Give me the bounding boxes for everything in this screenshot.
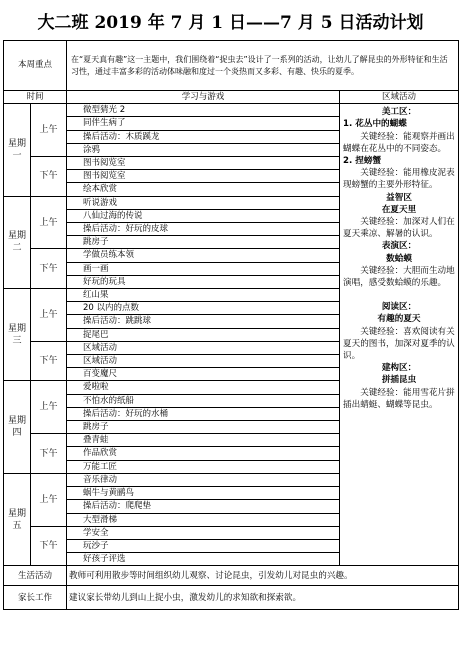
activity-row — [4, 104, 459, 117]
activity-item: 好孩子评选 — [67, 553, 340, 566]
life-label: 生活活动 — [4, 566, 67, 586]
header-area: 区域活动 — [340, 91, 459, 104]
area-yuedu-title: 阅读区： — [381, 302, 417, 313]
activity-item: 玩沙子 — [67, 539, 340, 552]
activity-item: 操后活动：跳跳球 — [67, 315, 340, 328]
activity-item: 作品欣赏 — [67, 447, 340, 460]
parent-label: 家长工作 — [4, 586, 67, 610]
activity-item: 操后活动：好玩的皮球 — [67, 223, 340, 236]
activity-item: 大型滑梯 — [67, 513, 340, 526]
activity-item: 跳房子 — [67, 421, 340, 434]
area-meigong-sub: 1. 花丛中的蝴蝶 — [343, 119, 407, 130]
area-meigong-title: 美工区： — [381, 107, 417, 118]
activity-item: 万能工匠 — [67, 460, 340, 473]
activity-item: 蜗牛与黄鹂鸟 — [67, 487, 340, 500]
area-yuedu-sub: 有趣的夏天 — [377, 314, 421, 325]
goal-row — [4, 41, 459, 91]
afternoon-label: 下午 — [31, 249, 67, 289]
area-yuedu-text: 关键经验：喜欢阅读有关夏天的图书，加深对夏季的认识。 — [343, 326, 455, 362]
activity-item: 学做员练本领 — [67, 249, 340, 262]
area-yizhi-text: 关键经验：加深对人们在夏天乘凉、解暑的认识。 — [343, 217, 455, 240]
area-jiangou-sub: 拼插昆虫 — [381, 375, 417, 386]
activity-item: 八仙过海的传说 — [67, 209, 340, 222]
activity-item: 图书阅览室 — [67, 170, 340, 183]
activity-item: 听说游戏 — [67, 196, 340, 209]
day-label: 星期二 — [4, 196, 31, 288]
afternoon-label: 下午 — [31, 434, 67, 474]
page-title: 大二班 2019 年 7 月 1 日——7 月 5 日活动计划 — [37, 12, 424, 33]
day-label: 星期三 — [4, 289, 31, 381]
activity-item: 捉尾巴 — [67, 328, 340, 341]
activity-item: 涂鸦 — [67, 143, 340, 156]
morning-label: 上午 — [31, 289, 67, 342]
area-meigong-text2: 关键经验：能用橡皮泥表现螃蟹的主要外形特征。 — [343, 168, 455, 191]
area-biaoyan-text: 关键经验：大胆而生动地演唱，感受数蛤蟆的乐趣。 — [343, 265, 455, 289]
area-meigong-sub2: 2. 捏螃蟹 — [343, 156, 382, 167]
activity-item: 操后活动：木质蹊龙 — [67, 130, 340, 143]
activity-item: 微型猜光 2 — [67, 104, 340, 117]
area-yizhi-title: 益智区 — [386, 192, 412, 203]
morning-label: 上午 — [31, 381, 67, 434]
plan-table — [3, 40, 459, 610]
activity-item: 红山果 — [67, 289, 340, 302]
afternoon-label: 下午 — [31, 157, 67, 197]
life-text: 教师可利用散步等时间组织幼儿观察、讨论昆虫，引发幼儿对昆虫的兴趣。 — [67, 566, 459, 586]
activity-item: 好玩的玩具 — [67, 275, 340, 288]
area-jiangou-text: 关键经验：能用雪花片拼插出蜻蜓、蝴蝶等昆虫。 — [343, 387, 455, 410]
area-activities — [340, 104, 459, 566]
activity-item: 跳房子 — [67, 236, 340, 249]
activity-item: 操后活动：好玩的水桶 — [67, 407, 340, 420]
header-row — [4, 91, 459, 104]
activity-item: 学安全 — [67, 526, 340, 539]
afternoon-label: 下午 — [31, 526, 67, 566]
goal-text: 在“夏天真有趣”这一主题中，我们围绕着“捉虫去”设计了一系列的活动，让幼儿了解昆虫的外形特征和生活习性，通过丰富多彩的活动体味融和度过一个炎热而又多彩、有趣、快乐的夏季。 — [67, 41, 459, 91]
morning-label: 上午 — [31, 473, 67, 526]
area-jiangou-title: 建构区： — [381, 363, 417, 374]
activity-item: 操后活动：爬爬垫 — [67, 500, 340, 513]
activity-item: 叠青蛙 — [67, 434, 340, 447]
activity-item: 区域活动 — [67, 355, 340, 368]
area-biaoyan-sub: 数蛤蟆 — [386, 253, 412, 264]
activity-item: 20 以内的点数 — [67, 302, 340, 315]
day-label: 星期五 — [4, 473, 31, 565]
activity-item: 不怕水的纸船 — [67, 394, 340, 407]
activity-item: 百变魔尺 — [67, 368, 340, 381]
activity-item: 区域活动 — [67, 341, 340, 354]
area-meigong-text: 关键经验：能观察并画出蝴蝶在花丛中的不同姿态。 — [343, 131, 455, 154]
day-label: 星期四 — [4, 381, 31, 473]
activity-item: 绘本欣赏 — [67, 183, 340, 196]
goal-label: 本周重点 — [4, 41, 67, 91]
activity-item: 同伴生病了 — [67, 117, 340, 130]
morning-label: 上午 — [31, 196, 67, 249]
morning-label: 上午 — [31, 104, 67, 157]
afternoon-label: 下午 — [31, 341, 67, 381]
parent-text: 建议家长带幼儿到山上捉小虫，激发幼儿的求知欲和探索欲。 — [67, 586, 459, 610]
activity-item: 图书阅览室 — [67, 157, 340, 170]
activity-item: 画一画 — [67, 262, 340, 275]
activity-item: 爱啦啦 — [67, 381, 340, 394]
header-time: 时间 — [4, 91, 67, 104]
parent-row — [4, 586, 459, 610]
header-study: 学习与游戏 — [67, 91, 340, 104]
day-label: 星期一 — [4, 104, 31, 196]
area-biaoyan-title: 表演区： — [381, 241, 417, 252]
area-yizhi-sub: 在夏天里 — [381, 204, 417, 215]
activity-item: 音乐律动 — [67, 473, 340, 486]
life-row — [4, 566, 459, 586]
